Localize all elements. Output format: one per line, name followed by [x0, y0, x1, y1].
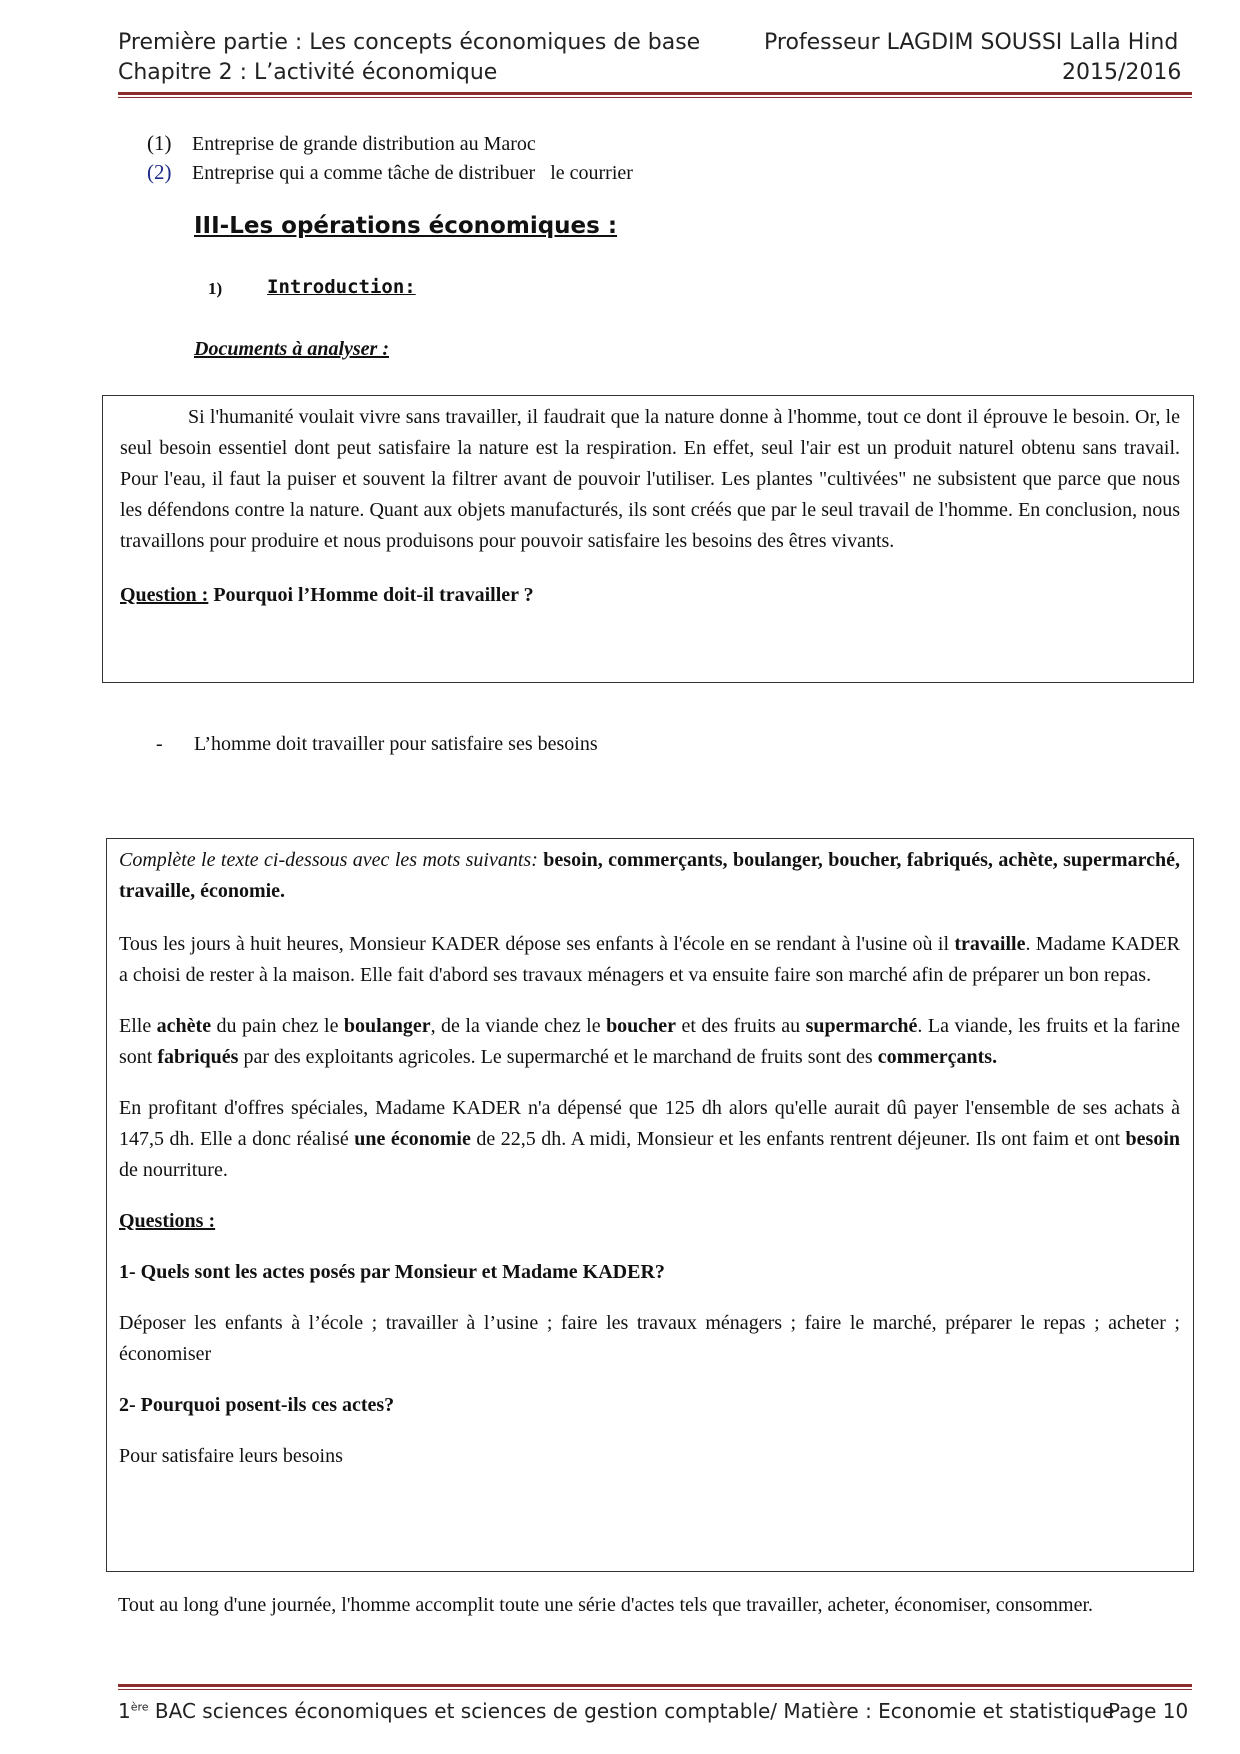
documents-label: Documents à analyser :	[194, 338, 389, 360]
footer-superscript: ère	[130, 1700, 149, 1714]
footnote-2	[147, 160, 633, 185]
text-run: . La viande, les fruits et la farine sont	[119, 1015, 1180, 1068]
footnote-number: (1)	[147, 131, 172, 155]
header-chapter-title: Chapitre 2 : L’activité économique	[118, 60, 498, 85]
question-2-text: 2- Pourquoi posent-ils ces actes?	[119, 1394, 395, 1416]
document-paragraph: Si l'humanité voulait vivre sans travailler, il faudrait que la nature donne à l'homme, tout ce dont il éprouve le besoin. Or, le seul besoin essentiel dont peut satisfaire la nature est la respiration. En effet, seul l'air est un produit naturel obtenu sans travail. Pour l'eau, il faut la puiser et souvent la filtrer avant de pouvoir l'utiliser. Les plantes "cultivées" ne subsistent que parce que nous les défendons contre la nature. Quant aux objets manufacturés, ils sont créés que par le seul travail de l'homme. En conclusion, nous travaillons pour produire et nous produisons pour pouvoir satisfaire les besoins des êtres vivants.	[120, 406, 1180, 552]
footer-rule	[118, 1684, 1192, 1687]
header-rule-thin	[118, 97, 1192, 98]
question-1	[120, 581, 1180, 609]
questions-label: Questions :	[119, 1210, 216, 1232]
footnote-text: Entreprise de grande distribution au Maroc	[192, 133, 536, 155]
dash-bullet: -	[156, 733, 163, 755]
answer-2-text: Pour satisfaire leurs besoins	[119, 1445, 343, 1467]
answer-1-text: Déposer les enfants à l’école ; travailler à l’usine ; faire les travaux ménagers ; faire le marché, préparer le repas ; acheter ; économiser	[119, 1312, 1180, 1365]
text-run: de 22,5 dh. A midi, Monsieur et les enfants rentrent déjeuner. Ils ont faim et ont	[470, 1128, 1126, 1150]
footer-rule-thin	[118, 1689, 1192, 1690]
filled-word: besoin	[1125, 1128, 1180, 1150]
header-chapter-part: Première partie : Les concepts économiques de base	[118, 30, 701, 55]
exercise-instruction	[119, 845, 1180, 907]
filled-word: supermarché	[805, 1015, 918, 1037]
story-paragraph-2	[119, 1011, 1180, 1073]
filled-word: fabriqués	[157, 1046, 239, 1068]
answer-text: L’homme doit travailler pour satisfaire ses besoins	[194, 733, 598, 755]
footer-text: BAC sciences économiques et sciences de gestion comptable/ Matière : Economie et statistique	[148, 1699, 1115, 1723]
text-run: En profitant d'offres spéciales, Madame KADER n'a dépensé que 125 dh alors qu'elle aurait dû payer l'ensemble de ses achats à 147,5 dh. Elle a donc réalisé	[119, 1097, 1180, 1150]
footnote-number: (2)	[147, 160, 172, 184]
filled-word: boucher	[606, 1015, 677, 1037]
instruction-italic: Complète le texte ci-dessous avec les mots suivants:	[119, 849, 538, 871]
story-paragraph-3	[119, 1093, 1180, 1186]
section-title: III-Les opérations économiques :	[194, 213, 618, 239]
filled-word: achète	[156, 1015, 212, 1037]
text-run: par des exploitants agricoles. Le supermarché et le marchand de fruits sont des	[238, 1046, 878, 1068]
instruction-words: besoin, commerçants, boulanger, boucher, fabriqués, achète, supermarché, travaille, économie.	[119, 849, 1180, 902]
text-run: , de la viande chez le	[430, 1015, 607, 1037]
filled-word: boulanger	[343, 1015, 431, 1037]
text-run: Tous les jours à huit heures, Monsieur KADER dépose ses enfants à l'école en se rendant à l'usine où il	[119, 933, 955, 955]
document-box-1	[102, 395, 1194, 683]
question-1-text: 1- Quels sont les actes posés par Monsieur et Madame KADER?	[119, 1261, 665, 1283]
document-box-2	[106, 838, 1194, 1572]
filled-word: une économie	[354, 1128, 471, 1150]
story-paragraph-1	[119, 929, 1180, 991]
header-professor: Professeur LAGDIM SOUSSI Lalla Hind	[764, 30, 1179, 55]
answer-line	[156, 733, 598, 756]
subsection-title: Introduction:	[267, 276, 416, 298]
header-rule	[118, 92, 1192, 95]
filled-word: travaille	[954, 933, 1026, 955]
text-run: du pain chez le	[211, 1015, 344, 1037]
footer-level: 1	[118, 1699, 131, 1723]
page-number: Page 10	[1108, 1699, 1189, 1723]
text-run: . Madame KADER a choisi de rester à la maison. Elle fait d'abord ses travaux ménagers et va ensuite faire son marché afin de préparer un bon repas.	[119, 933, 1181, 986]
filled-word: commerçants.	[877, 1046, 998, 1068]
subsection-number: 1)	[208, 279, 223, 298]
question-label: Question :	[120, 584, 209, 606]
header-school-year: 2015/2016	[1062, 60, 1182, 85]
text-run: et des fruits au	[676, 1015, 806, 1037]
closing-paragraph: Tout au long d'une journée, l'homme accomplit toute une série d'actes tels que travailler, acheter, économiser, consommer.	[118, 1594, 1094, 1616]
footnote-1	[147, 131, 536, 156]
text-run: Elle	[119, 1015, 157, 1037]
text-run: de nourriture.	[119, 1159, 228, 1181]
footnote-text: Entreprise qui a comme tâche de distribuer le courrier	[192, 162, 633, 184]
question-text: Pourquoi l’Homme doit-il travailler ?	[208, 584, 534, 606]
footer-course	[118, 1699, 1115, 1723]
